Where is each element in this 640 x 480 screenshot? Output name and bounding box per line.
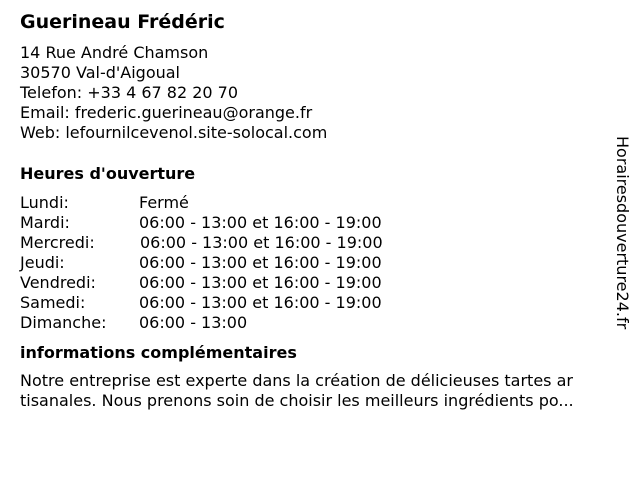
day-label: Lundi: xyxy=(20,193,69,212)
time-value: 06:00 - 13:00 et 16:00 - 19:00 xyxy=(139,253,382,272)
business-description xyxy=(20,371,620,411)
day-label: Dimanche: xyxy=(20,313,107,332)
hours-row-mercredi xyxy=(20,233,620,253)
business-card xyxy=(20,10,620,411)
hours-row-vendredi xyxy=(20,273,620,293)
day-label: Mercredi: xyxy=(20,233,95,252)
time-value: Fermé xyxy=(139,193,189,212)
time-value: 06:00 - 13:00 et 16:00 - 19:00 xyxy=(140,233,383,252)
opening-hours-heading: Heures d'ouverture xyxy=(20,164,196,183)
hours-row-lundi xyxy=(20,193,620,213)
email-line: Email: frederic.guerineau@orange.fr xyxy=(20,103,313,122)
time-value: 06:00 - 13:00 et 16:00 - 19:00 xyxy=(139,213,382,232)
description-line-2: tisanales. Nous prenons soin de choisir les meilleurs ingrédients po... xyxy=(20,391,574,410)
day-label: Samedi: xyxy=(20,293,86,312)
time-value: 06:00 - 13:00 et 16:00 - 19:00 xyxy=(139,273,382,292)
day-label: Jeudi: xyxy=(20,253,65,272)
opening-hours-table xyxy=(20,193,620,333)
time-value: 06:00 - 13:00 et 16:00 - 19:00 xyxy=(139,293,382,312)
business-name: Guerineau Frédéric xyxy=(20,11,225,33)
address-line-2: 30570 Val-d'Aigoual xyxy=(20,63,180,82)
site-watermark: Horairesdouverture24.fr xyxy=(613,136,632,330)
day-label: Vendredi: xyxy=(20,273,96,292)
address-line-1: 14 Rue André Chamson xyxy=(20,43,209,62)
hours-row-jeudi xyxy=(20,253,620,273)
description-line-1: Notre entreprise est experte dans la création de délicieuses tartes ar xyxy=(20,371,573,390)
hours-row-mardi xyxy=(20,213,620,233)
day-label: Mardi: xyxy=(20,213,70,232)
time-value: 06:00 - 13:00 xyxy=(139,313,248,332)
phone-line: Telefon: +33 4 67 82 20 70 xyxy=(20,83,239,102)
additional-info-heading: informations complémentaires xyxy=(20,343,297,362)
hours-row-samedi xyxy=(20,293,620,313)
hours-row-dimanche xyxy=(20,313,620,333)
web-line: Web: lefournilcevenol.site-solocal.com xyxy=(20,123,328,142)
